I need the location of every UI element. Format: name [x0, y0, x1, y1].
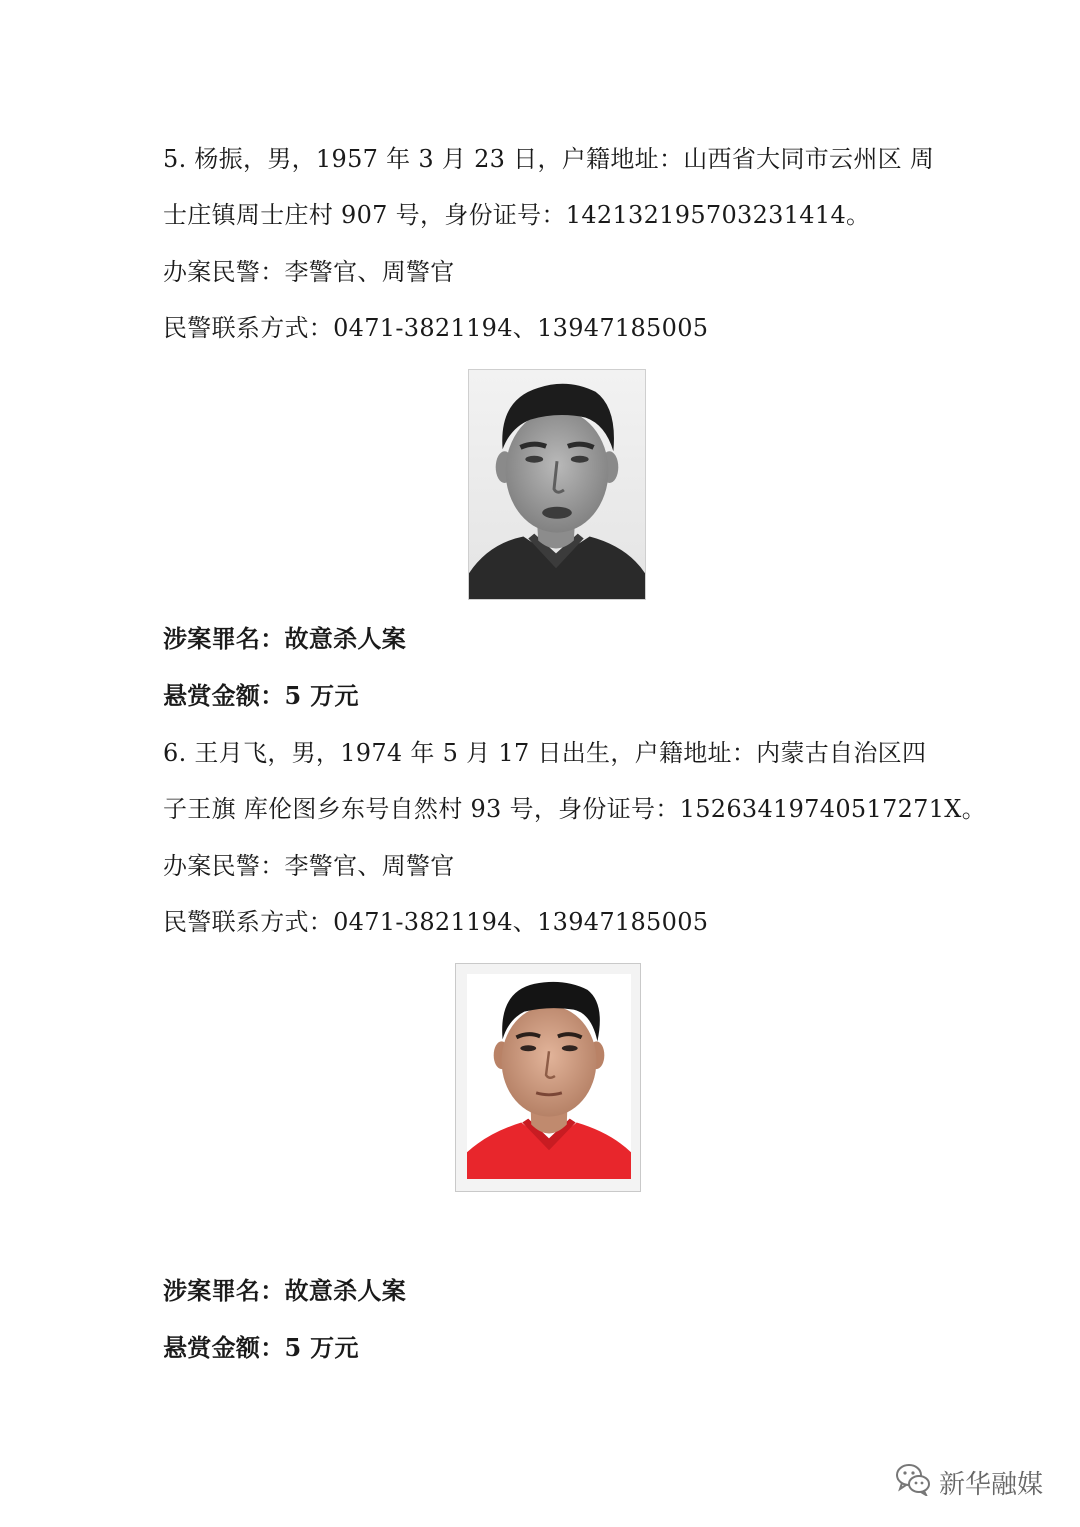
- entry-5-reward: 悬赏金额：5 万元: [163, 681, 359, 710]
- entry-5-officers: 办案民警：李警官、周警官: [163, 258, 455, 286]
- watermark: [895, 1462, 1043, 1503]
- entry-6-contact: 民警联系方式：0471-3821194、13947185005: [163, 908, 709, 936]
- entry-5-contact: 民警联系方式：0471-3821194、13947185005: [163, 314, 709, 342]
- entry-6-reward: 悬赏金额：5 万元: [163, 1333, 359, 1362]
- entry-6-line-1: 6. 王月飞，男，1974 年 5 月 17 日出生，户籍地址：内蒙古自治区四: [163, 739, 927, 767]
- suspect-5-photo: [468, 369, 646, 600]
- watermark-text: 新华融媒: [939, 1470, 1044, 1500]
- entry-6-line-2: 子王旗 库伦图乡东号自然村 93 号，身份证号：15263419740517271X。: [163, 795, 986, 823]
- suspect-6-photo: [455, 963, 641, 1192]
- entry-6-officers: 办案民警：李警官、周警官: [163, 852, 455, 880]
- wechat-icon: [895, 1462, 931, 1503]
- entry-5-charge: 涉案罪名：故意杀人案: [163, 624, 406, 653]
- entry-5-line-1: 5. 杨振，男，1957 年 3 月 23 日，户籍地址：山西省大同市云州区 周: [163, 145, 935, 173]
- entry-6-charge: 涉案罪名：故意杀人案: [163, 1276, 406, 1305]
- entry-5-line-2: 士庄镇周士庄村 907 号，身份证号：142132195703231414。: [163, 201, 871, 229]
